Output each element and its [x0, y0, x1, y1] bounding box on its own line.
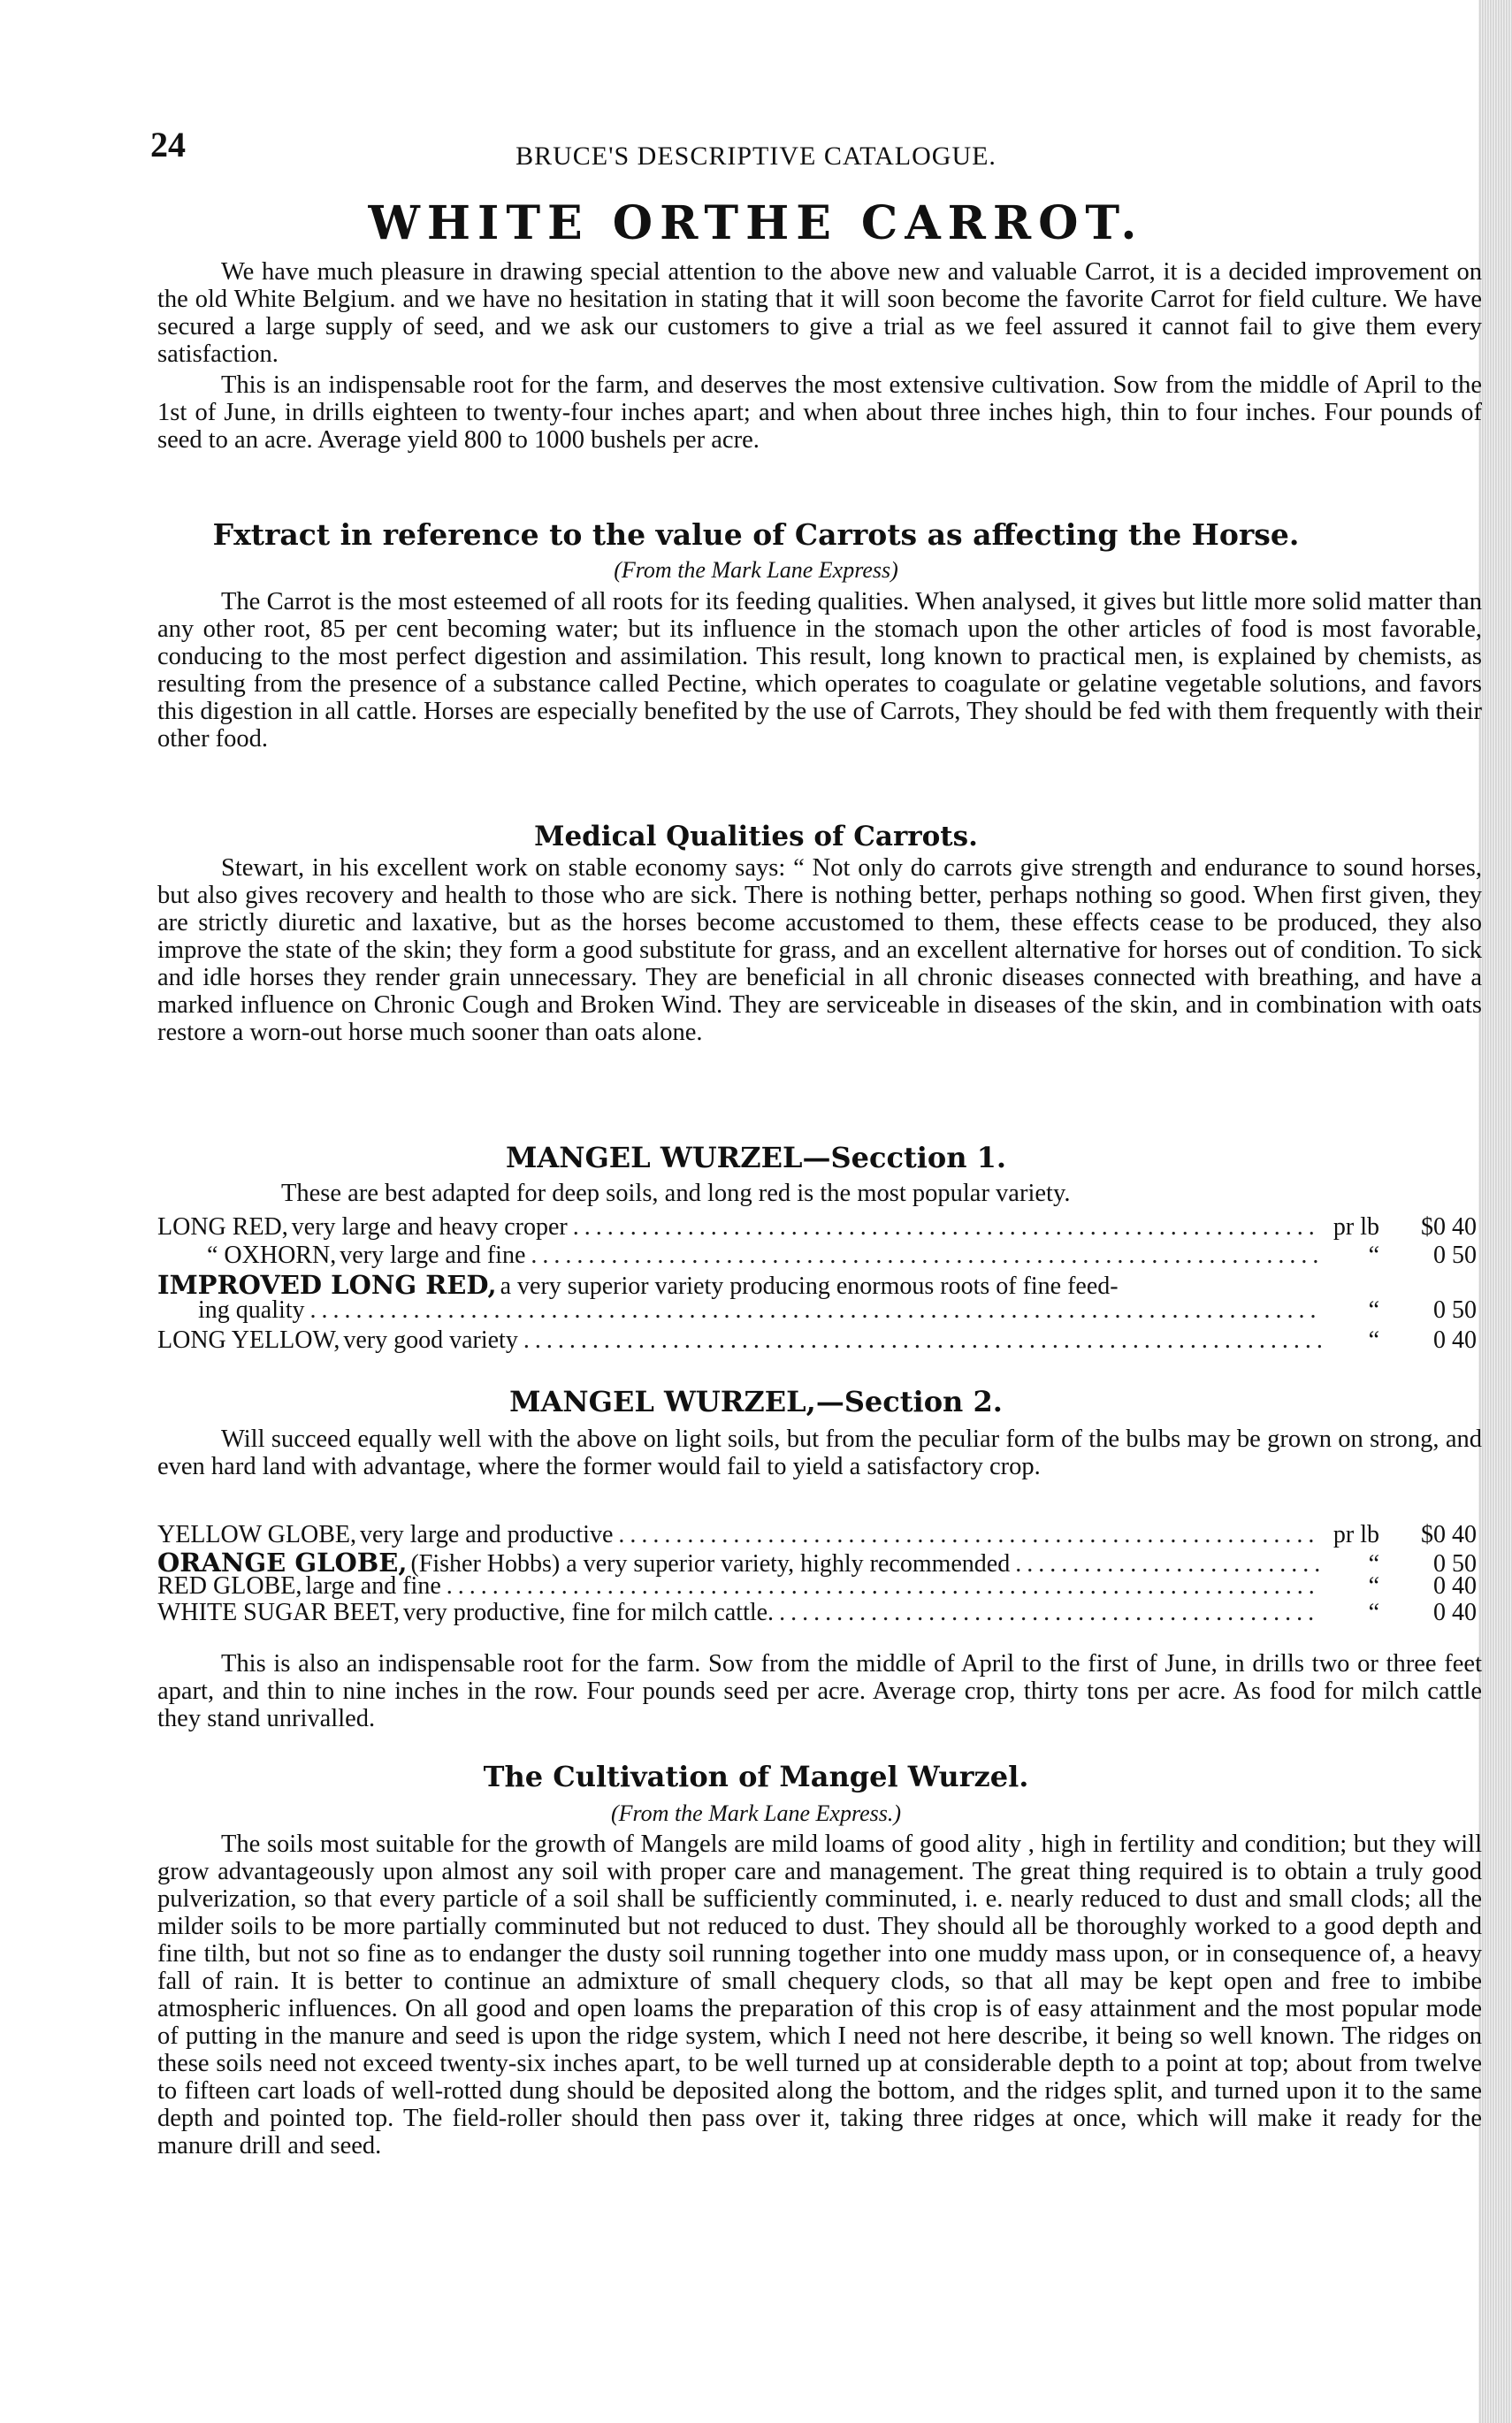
- leader-dots: [573, 1213, 1321, 1242]
- price-value: 0 50: [1433, 1242, 1477, 1269]
- leader-dots: [447, 1572, 1321, 1601]
- variety-description: large and fine: [305, 1572, 441, 1600]
- page-title: WHITE ORTHE CARROT.: [368, 196, 1144, 250]
- price-value: 0 50: [1433, 1296, 1477, 1324]
- price-value: 0 40: [1433, 1572, 1477, 1600]
- cultivation-source: (From the Mark Lane Express.): [610, 1800, 902, 1826]
- cultivation-section: [157, 1831, 1482, 2159]
- leader-dots: [531, 1242, 1321, 1270]
- price-unit: “: [1368, 1550, 1379, 1578]
- running-head: BRUCE'S DESCRIPTIVE CATALOGUE.: [515, 141, 997, 171]
- extract-body: The Carrot is the most esteemed of all roots for its feeding qualities. When analysed, it gives but little more solid matter than any other root, 85 per cent becoming water; but its influence in the stomach upon the other articles of food is most favorable, conducing to the most perfect digestion and assimilation. This result, long known to practical men, is explained by chemists, as resulting from the presence of a substance called Pectine, which operates to coagulate or gelatine vegetable solutions, and favors this digestion in all cattle. Horses are especially benefited by the use of Carrots, They should be fed with them frequently with their other food.: [157, 588, 1482, 753]
- extract-heading: Fxtract in reference to the value of Carrots as affecting the Horse.: [212, 517, 1300, 552]
- page-edge-shadow: [1478, 0, 1512, 2423]
- leader-dots: [618, 1521, 1321, 1549]
- price-unit: pr lb: [1333, 1213, 1379, 1241]
- price-unit: “: [1368, 1296, 1379, 1324]
- variety-description: very large and heavy croper: [291, 1213, 568, 1241]
- cultivation-heading: The Cultivation of Mangel Wurzel.: [483, 1760, 1029, 1793]
- variety-name: IMPROVED LONG RED,: [157, 1270, 497, 1300]
- price-value: 0 40: [1433, 1326, 1477, 1354]
- price-row: [157, 1599, 1477, 1627]
- intro-section: [157, 258, 1482, 454]
- section2-intro-wrap: [157, 1426, 1482, 1480]
- section1-heading: MANGEL WURZEL—Secction 1.: [505, 1141, 1007, 1174]
- price-row: [157, 1296, 1477, 1325]
- variety-name: YELLOW GLOBE,: [157, 1521, 356, 1548]
- price-value: 0 40: [1433, 1599, 1477, 1626]
- price-unit: pr lb: [1333, 1521, 1379, 1548]
- medical-section: [157, 854, 1482, 1046]
- page-number: 24: [150, 125, 186, 164]
- leader-dots: [310, 1296, 1321, 1325]
- price-unit: “: [1368, 1572, 1379, 1600]
- price-unit: “: [1368, 1242, 1379, 1269]
- variety-name: LONG YELLOW,: [157, 1326, 340, 1354]
- variety-name: RED GLOBE,: [157, 1572, 302, 1600]
- section2-heading: MANGEL WURZEL,—Section 2.: [509, 1385, 1003, 1418]
- price-row: [157, 1213, 1477, 1242]
- price-value: 0 50: [1433, 1550, 1477, 1578]
- price-unit: “: [1368, 1599, 1379, 1626]
- leader-dots: [523, 1326, 1321, 1355]
- variety-description: very good variety: [343, 1326, 518, 1354]
- variety-description: (Fisher Hobbs) a very superior variety, highly recommended: [410, 1550, 1011, 1578]
- variety-name: LONG RED,: [157, 1213, 288, 1241]
- section2-note: This is also an indispensable root for the farm. Sow from the middle of April to the first of June, in drills two or three feet apart, and thin to nine inches in the row. Four pounds seed per acre. Average crop, thirty tons per acre. As food for milch cattle they stand unrivalled.: [157, 1650, 1482, 1732]
- price-value: $0 40: [1421, 1213, 1477, 1241]
- variety-description: a very superior variety producing enormous roots of fine feed-: [500, 1273, 1119, 1300]
- price-row: [157, 1242, 1477, 1270]
- variety-name: ORANGE GLOBE,: [157, 1548, 408, 1578]
- intro-paragraph-2: This is an indispensable root for the farm, and deserves the most extensive cultivation. Sow from the middle of April to the 1st of June, in drills eighteen to twenty-four inches apart; and when about three inches high, thin to four inches. Four pounds of seed to an acre. Average yield 800 to 1000 bushels per acre.: [157, 371, 1482, 454]
- price-unit: “: [1368, 1326, 1379, 1354]
- price-value: $0 40: [1421, 1521, 1477, 1548]
- variety-name: “ OXHORN,: [207, 1242, 337, 1269]
- section1-intro-wrap: [157, 1180, 1482, 1207]
- extract-source: (From the Mark Lane Express): [614, 557, 898, 583]
- variety-description-continued: ing quality: [198, 1296, 305, 1324]
- leader-dots: [779, 1599, 1321, 1627]
- section1-intro: These are best adapted for deep soils, and long red is the most popular variety.: [281, 1180, 1071, 1207]
- price-row-first-line: [157, 1270, 1477, 1298]
- extract-section: [157, 588, 1482, 753]
- price-row: [157, 1521, 1477, 1549]
- price-row: [157, 1326, 1477, 1355]
- medical-body: Stewart, in his excellent work on stable economy says: “ Not only do carrots give strength and endurance to sound horses, but also gives recovery and health to those who are sick. There is nothing better, perhaps nothing so good. When first given, they are strictly diuretic and laxative, but as the horses become accustomed to them, these effects cease to be produced, they also improve the state of the skin; they form a good substitute for grass, and an excellent alternative for horses out of condition. To sick and idle horses they render grain unnecessary. They are beneficial in all chronic diseases connected with breathing, and have a marked influence on Chronic Cough and Broken Wind. They are serviceable in diseases of the skin, and in combination with oats restore a worn-out horse much sooner than oats alone.: [157, 854, 1482, 1046]
- variety-description: very large and productive: [360, 1521, 614, 1548]
- medical-heading: Medical Qualities of Carrots.: [534, 821, 978, 852]
- price-row: [157, 1572, 1477, 1601]
- intro-paragraph-1: We have much pleasure in drawing special attention to the above new and valuable Carrot, it is a decided improvement on the old White Belgium. and we have no hesitation in stating that it will soon become the favorite Carrot for field culture. We have secured a large supply of seed, and we ask our customers to give a trial as we feel assured it cannot fail to give them every satisfaction.: [157, 258, 1482, 368]
- variety-name: WHITE SUGAR BEET,: [157, 1599, 400, 1626]
- section2-note-wrap: [157, 1650, 1482, 1732]
- variety-description: very large and fine: [340, 1242, 526, 1269]
- section2-intro: Will succeed equally well with the above on light soils, but from the peculiar form of the bulbs may be grown on strong, and even hard land with advantage, where the former would fail to yield a satisfactory crop.: [157, 1426, 1482, 1480]
- cultivation-body: The soils most suitable for the growth of Mangels are mild loams of good ality , high in fertility and condition; but they will grow advantageously upon almost any soil with proper care and management. The great thing required is to obtain a truly good pulverization, so that every particle of a soil shall be sufficiently comminuted, i. e. nearly reduced to dust and small clods; all the milder soils to be more partially comminuted but not reduced to dust. They should all be thoroughly worked to a good depth and fine tilth, but not so fine as to endanger the dusty soil running together into one muddy mass upon, or in consequence of, a heavy fall of rain. It is better to continue an admixture of small chequery clods, so that all may be kept open and free to imbibe atmospheric influences. On all good and open loams the preparation of this crop is of easy attainment and the most popular mode of putting in the manure and seed is upon the ridge system, which I need not here describe, it being so well known. The ridges on these soils need not exceed twenty-six inches apart, to be well turned up at considerable depth to a point at top; about from twelve to fifteen cart loads of well-rotted dung should be deposited along the bottom, and the ridges split, and turned upon it to the same depth and pointed top. The field-roller should then pass over it, taking three ridges at once, which will make it ready for the manure drill and seed.: [157, 1831, 1482, 2159]
- variety-description: very productive, fine for milch cattle.: [403, 1599, 775, 1626]
